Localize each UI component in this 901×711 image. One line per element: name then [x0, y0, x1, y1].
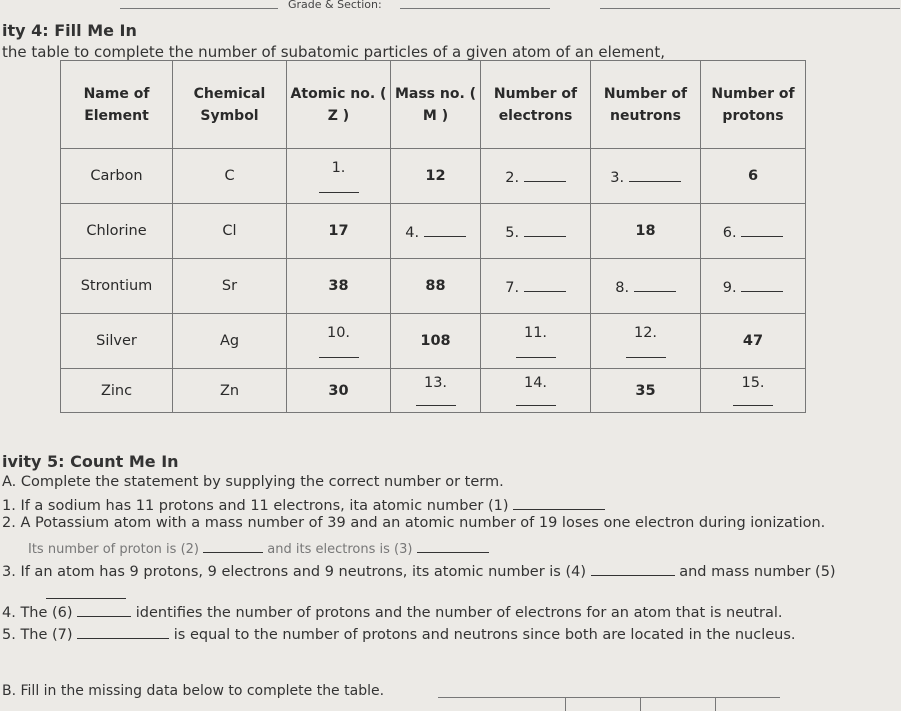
cell-atomic: 17 [287, 204, 391, 259]
table-row [61, 314, 806, 369]
blank-number: 5. [505, 224, 520, 241]
header-name: Name of Element [61, 61, 173, 149]
question-4-part-b: identifies the number of protons and the number of electrons for an atom that is neutral. [135, 605, 783, 621]
cell-neutrons-blank[interactable] [591, 149, 701, 204]
answer-line [524, 222, 566, 237]
question-3-part-a: 3. If an atom has 9 protons, 9 electrons and 9 neutrons, its atomic number is (4) [2, 564, 587, 580]
cell-mass: 12 [391, 149, 481, 204]
header-mass: Mass no. ( M ) [391, 61, 481, 149]
cell-symbol: Zn [173, 369, 287, 413]
header-row [61, 61, 806, 149]
blank-number: 11. [523, 324, 548, 341]
blank-number: 7. [505, 279, 520, 296]
top-right-line [600, 8, 900, 9]
blank-number: 6. [722, 224, 737, 241]
question-1 [2, 495, 605, 514]
answer-line [424, 222, 466, 237]
blank-number: 10. [326, 324, 351, 341]
cell-electrons-blank[interactable] [481, 259, 591, 314]
cell-electrons-blank[interactable] [481, 204, 591, 259]
cell-name: Strontium [61, 259, 173, 314]
answer-line [733, 403, 773, 406]
cell-neutrons-blank[interactable] [591, 259, 701, 314]
table-row [61, 369, 806, 413]
answer-line [319, 190, 359, 193]
cell-protons-blank[interactable] [701, 259, 806, 314]
cell-neutrons: 18 [591, 204, 701, 259]
answer-line [741, 277, 783, 292]
cell-neutrons: 35 [591, 369, 701, 413]
cell-protons-blank[interactable] [701, 369, 806, 413]
answer-line [626, 355, 666, 358]
answer-line [319, 355, 359, 358]
cell-neutrons-blank[interactable] [591, 314, 701, 369]
blank-number: 13. [423, 375, 448, 391]
cell-symbol: Sr [173, 259, 287, 314]
next-table-divider [640, 697, 641, 711]
question-5 [2, 624, 796, 643]
header-protons: Number of protons [701, 61, 806, 149]
cell-electrons-blank[interactable] [481, 314, 591, 369]
answer-line [524, 277, 566, 292]
next-table-divider [565, 697, 566, 711]
answer-line [741, 222, 783, 237]
cell-mass: 88 [391, 259, 481, 314]
cell-atomic: 30 [287, 369, 391, 413]
grade-section-line [400, 8, 550, 9]
cell-name: Zinc [61, 369, 173, 413]
cell-mass: 108 [391, 314, 481, 369]
subatomic-table [60, 60, 806, 413]
cell-atomic-blank[interactable] [287, 314, 391, 369]
blank-number: 4. [405, 224, 420, 241]
name-line [120, 8, 278, 9]
blank-number: 1. [331, 159, 346, 176]
activity5-title: ivity 5: Count Me In [2, 452, 179, 471]
cell-name: Chlorine [61, 204, 173, 259]
question-5-part-b: is equal to the number of protons and neutrons since both are located in the nucleus. [173, 627, 796, 643]
cell-mass-blank[interactable] [391, 369, 481, 413]
cell-protons: 6 [701, 149, 806, 204]
answer-blank-7[interactable] [77, 624, 169, 639]
blank-number: 8. [615, 279, 630, 296]
question-2-part-b: and its electrons is (3) [267, 542, 413, 557]
next-table-divider [715, 697, 716, 711]
answer-line [524, 167, 566, 182]
blank-number: 15. [741, 375, 765, 391]
cell-electrons-blank[interactable] [481, 369, 591, 413]
blank-number: 2. [505, 169, 520, 186]
answer-blank-1[interactable] [513, 495, 605, 510]
cell-electrons-blank[interactable] [481, 149, 591, 204]
header-symbol: Chemical Symbol [173, 61, 287, 149]
question-3-part-b: and mass number (5) [679, 564, 836, 580]
cell-symbol: C [173, 149, 287, 204]
answer-blank-2[interactable] [203, 538, 263, 553]
header-neutrons: Number of neutrons [591, 61, 701, 149]
answer-blank-4[interactable] [591, 561, 675, 576]
question-2-continued [28, 538, 489, 557]
table-row [61, 149, 806, 204]
cell-protons: 47 [701, 314, 806, 369]
question-4 [2, 602, 782, 621]
grade-section-label: Grade & Section: [288, 0, 382, 11]
question-1-text: 1. If a sodium has 11 protons and 11 electrons, ita atomic number (1) [2, 498, 509, 514]
header-atomic: Atomic no. ( Z ) [287, 61, 391, 149]
cell-atomic-blank[interactable] [287, 149, 391, 204]
table-row [61, 204, 806, 259]
cell-mass-blank[interactable] [391, 204, 481, 259]
question-4-part-a: 4. The (6) [2, 605, 73, 621]
answer-line [516, 355, 556, 358]
answer-blank-6[interactable] [77, 602, 131, 617]
cell-name: Silver [61, 314, 173, 369]
blank-number: 12. [633, 324, 658, 341]
table-row [61, 259, 806, 314]
answer-line [629, 167, 681, 182]
blank-number: 9. [722, 279, 737, 296]
activity4-title: ity 4: Fill Me In [2, 21, 137, 40]
answer-line [516, 403, 556, 406]
answer-line [634, 277, 676, 292]
question-2-part-a: Its number of proton is (2) [28, 542, 199, 557]
cell-protons-blank[interactable] [701, 204, 806, 259]
cell-symbol: Cl [173, 204, 287, 259]
cell-atomic: 38 [287, 259, 391, 314]
instruction-b: B. Fill in the missing data below to complete the table. [2, 683, 385, 699]
answer-line [416, 403, 456, 406]
answer-blank-3[interactable] [417, 538, 489, 553]
blank-number: 14. [523, 375, 548, 391]
header-electrons: Number of electrons [481, 61, 591, 149]
cell-name: Carbon [61, 149, 173, 204]
answer-blank-5[interactable] [46, 598, 126, 599]
question-5-part-a: 5. The (7) [2, 627, 73, 643]
next-table-top-border [438, 697, 780, 698]
cell-symbol: Ag [173, 314, 287, 369]
question-3 [2, 561, 836, 580]
blank-number: 3. [610, 169, 625, 186]
activity4-intro: the table to complete the number of subatomic particles of a given atom of an element, [2, 43, 665, 61]
instruction-a: A. Complete the statement by supplying the correct number or term. [2, 474, 504, 490]
question-2: 2. A Potassium atom with a mass number of 39 and an atomic number of 19 loses one electron during ionization. [2, 515, 826, 531]
